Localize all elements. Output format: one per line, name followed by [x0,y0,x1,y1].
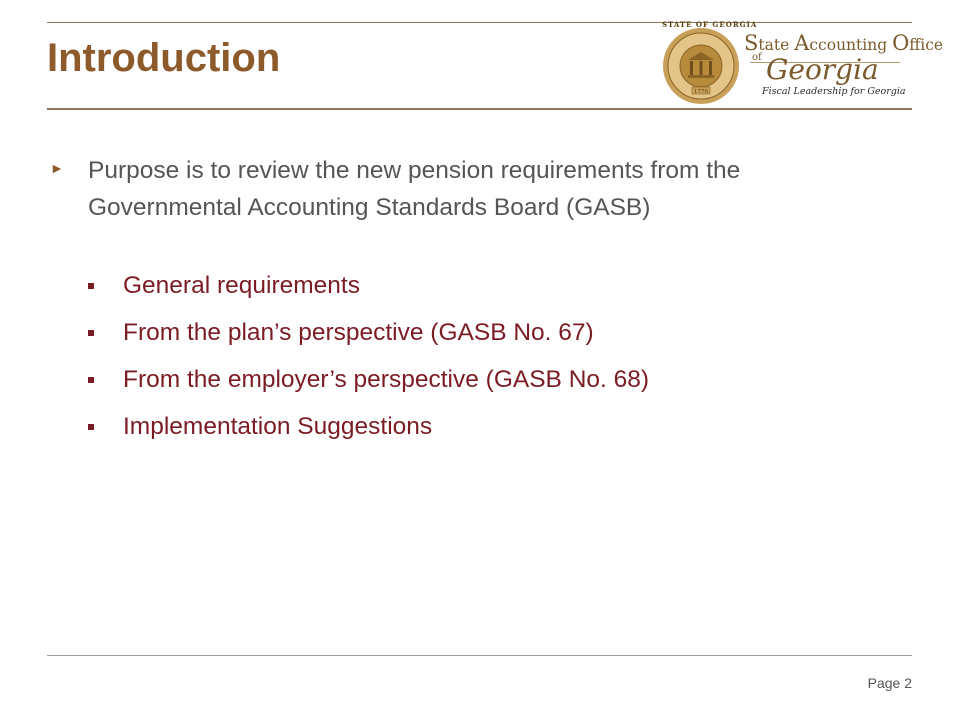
seal-text: STATE OF GEORGIA [662,20,758,29]
list-item [88,409,888,456]
main-bullet-text: Purpose is to review the new pension requirements from the Governmental Accounting Standards Board (GASB) [88,157,741,221]
list-item [88,268,888,315]
seal-year: 1776 [694,89,708,95]
sub-bullet-list [88,268,888,456]
bottom-rule [47,655,912,656]
main-bullet [50,152,900,226]
list-item [88,315,888,362]
square-bullet-icon [88,283,94,289]
sub-bullet-text: From the plan’s perspective (GASB No. 67) [123,319,594,346]
sub-bullet-text: General requirements [123,272,360,299]
page-number: Page 2 [867,675,912,691]
georgia-seal-icon [662,20,758,105]
sao-logo [660,20,944,107]
sub-bullet-text: From the employer’s perspective (GASB No. 68) [123,366,650,393]
slide-title: Introduction [47,36,281,80]
sub-bullet-text: Implementation Suggestions [123,413,433,440]
list-item [88,362,888,409]
logo-wordmark [744,23,944,107]
logo-agency-name: State Accounting Office [744,31,944,55]
square-bullet-icon [88,377,94,383]
logo-georgia: Georgia [766,53,879,86]
logo-of: of [752,52,762,63]
triangle-right-icon: ► [50,160,64,176]
square-bullet-icon [88,424,94,430]
square-bullet-icon [88,330,94,336]
title-rule [47,108,912,110]
logo-tagline: Fiscal Leadership for Georgia [762,86,906,97]
